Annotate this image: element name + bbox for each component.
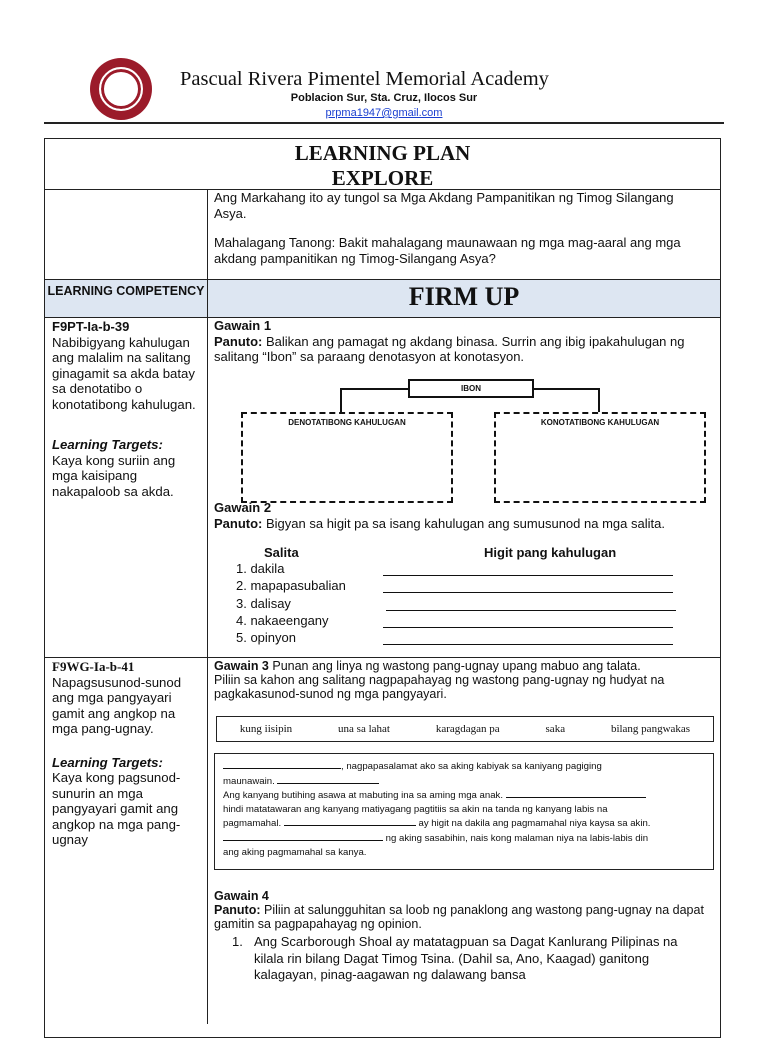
connector-line bbox=[534, 388, 598, 390]
answer-line[interactable] bbox=[383, 574, 673, 576]
gawain-title: Gawain 4 bbox=[214, 889, 269, 903]
explore-paragraph-2: Mahalagang Tanong: Bakit mahalagang maunawaan ng mga mag-aaral ang mga akdang pampanitikan ng Timog-Silangang Asya? bbox=[214, 235, 681, 266]
choice-option[interactable]: karagdagan pa bbox=[435, 723, 500, 735]
learning-competency-header: LEARNING COMPETENCY bbox=[47, 284, 205, 298]
salita-header: Salita bbox=[264, 545, 299, 560]
connector-line bbox=[598, 388, 600, 412]
competency-code: F9WG-Ia-b-41 bbox=[52, 659, 135, 674]
paragraph-line: ay higit na dakila ang pagmamahal niya kaysa sa akin. bbox=[418, 818, 651, 830]
learning-targets-text: Kaya kong pagsunod-sunurin an mga pangyayari gamit ang angkop na mga pang-ugnay bbox=[52, 770, 181, 847]
explore-paragraph-1: Ang Markahang ito ay tungol sa Mga Akdang Pampanitikan ng Timog Silangang Asya. bbox=[214, 190, 674, 221]
gawain-title: Gawain 3 bbox=[214, 659, 269, 673]
answer-line[interactable] bbox=[383, 591, 673, 593]
gawain-3 bbox=[214, 659, 714, 701]
fill-blank[interactable] bbox=[277, 774, 379, 784]
school-address: Poblacion Sur, Sta. Cruz, Ilocos Sur bbox=[290, 92, 478, 104]
word-item: 5. opinyon bbox=[236, 630, 296, 645]
plan-title: LEARNING PLAN bbox=[294, 141, 471, 165]
fill-blank[interactable] bbox=[223, 831, 383, 841]
paragraph-box bbox=[214, 753, 714, 870]
word-item: 1. dakila bbox=[236, 561, 285, 576]
competency-block-2 bbox=[52, 659, 202, 848]
column-divider bbox=[207, 189, 208, 1024]
choice-option[interactable]: una sa lahat bbox=[338, 723, 390, 735]
choice-option[interactable]: saka bbox=[545, 723, 566, 735]
school-name: Pascual Rivera Pimentel Memorial Academy bbox=[180, 68, 549, 90]
competency-code: F9PT-Ia-b-39 bbox=[52, 319, 130, 334]
learning-targets-label: Learning Targets: bbox=[52, 754, 163, 770]
connector-line bbox=[340, 388, 408, 390]
connector-line bbox=[340, 388, 342, 412]
row-divider bbox=[44, 279, 721, 280]
paragraph-line: hindi matatawaran ang kanyang matiyagang pagtitiis sa akin na tanda ng kanyang labis na bbox=[223, 803, 608, 815]
panuto-label: Panuto: bbox=[214, 515, 263, 531]
learning-targets-text: Kaya kong suriin ang mga kaisipang nakapaloob sa akda. bbox=[52, 452, 176, 499]
gawain-2 bbox=[214, 500, 714, 531]
kahulugan-header: Higit pang kahulugan bbox=[484, 545, 617, 560]
gawain-text: Punan ang linya ng wastong pang-ugnay upang mabuo ang talata. bbox=[268, 659, 641, 673]
gawain-1 bbox=[214, 318, 714, 365]
gawain-4 bbox=[214, 889, 714, 931]
paragraph-line: ang aking pagmamahal sa kanya. bbox=[223, 846, 367, 858]
panuto-text: Piliin at salungguhitan sa loob ng panaklong ang wastong pang-ugnay na dapat gamitin sa pagpapahayag ng opinion. bbox=[214, 903, 704, 931]
panuto-text: Bigyan sa higit pa sa isang kahulugan ang sumusunod na mga salita. bbox=[262, 515, 665, 531]
answer-line[interactable] bbox=[383, 626, 673, 628]
item-number: 1. bbox=[232, 934, 243, 949]
paragraph-line: , nagpapasalamat ako sa aking kabiyak sa kaniyang pagiging bbox=[341, 761, 602, 772]
paragraph-line: maunawain. bbox=[223, 775, 275, 787]
paragraph-line: Ang kanyang butihing asawa at mabuting ina sa aming mga anak. bbox=[223, 790, 503, 802]
competency-block-1 bbox=[52, 319, 202, 499]
choice-option[interactable]: bilang pangwakas bbox=[610, 723, 691, 735]
fill-blank[interactable] bbox=[223, 759, 341, 769]
paragraph-line: ng aking sasabihin, nais kong malaman niya na labis-labis din bbox=[385, 832, 649, 844]
header-divider bbox=[44, 122, 724, 124]
fill-blank[interactable] bbox=[506, 788, 646, 798]
panuto-label: Panuto: bbox=[214, 903, 261, 917]
word-item: 4. nakaeengany bbox=[236, 613, 329, 628]
firm-up-header: FIRM UP bbox=[408, 282, 520, 311]
gawain-4-item: Ang Scarborough Shoal ay matatagpuan sa Dagat Kanlurang Pilipinas na kilala rin bilang Dagat Timog Tsina. (Dahil sa, Ano, Kaagad) ganitong kalagayan, pinag-aagawan ng dalawang bansa bbox=[254, 934, 678, 982]
ibon-box: IBON bbox=[408, 379, 534, 398]
gawain-instruction: Piliin sa kahon ang salitang nagpapahayag ng wastong pang-ugnay ng hudyat na pagkakasunod-sunod ng mga pangyayari. bbox=[214, 673, 665, 701]
competency-text: Napagsusunod-sunod ang mga pangyayari gamit ang angkop na mga pang-ugnay. bbox=[52, 674, 182, 736]
gawain-title: Gawain 1 bbox=[214, 318, 272, 333]
choices-box bbox=[216, 716, 714, 742]
paragraph-line: pagmamahal. bbox=[223, 818, 282, 830]
gawain-title: Gawain 2 bbox=[214, 500, 272, 515]
answer-line[interactable] bbox=[383, 643, 673, 645]
panuto-label: Panuto: bbox=[214, 333, 263, 349]
fill-blank[interactable] bbox=[284, 816, 416, 826]
choice-option[interactable]: kung iisipin bbox=[239, 723, 293, 735]
plan-subtitle: EXPLORE bbox=[331, 166, 434, 190]
school-email-link[interactable]: prpma1947@gmail.com bbox=[325, 107, 443, 119]
word-item: 3. dalisay bbox=[236, 596, 291, 611]
competency-text: Nabibigyang kahulugan ang malalim na salitang ginagamit sa akda batay sa denotatibo o konotatibong kahulugan. bbox=[52, 334, 196, 412]
answer-line[interactable] bbox=[386, 609, 676, 611]
word-item: 2. mapapasubalian bbox=[236, 578, 346, 593]
learning-targets-label: Learning Targets: bbox=[52, 437, 163, 452]
denotatibong-box[interactable]: DENOTATIBONG KAHULUGAN bbox=[241, 412, 453, 503]
konotatibong-box[interactable]: KONOTATIBONG KAHULUGAN bbox=[494, 412, 706, 503]
panuto-text: Balikan ang pamagat ng akdang binasa. Surrin ang ibig ipakahulugan ng salitang “Ibon” sa paraang denotasyon at konotasyon. bbox=[214, 333, 685, 364]
